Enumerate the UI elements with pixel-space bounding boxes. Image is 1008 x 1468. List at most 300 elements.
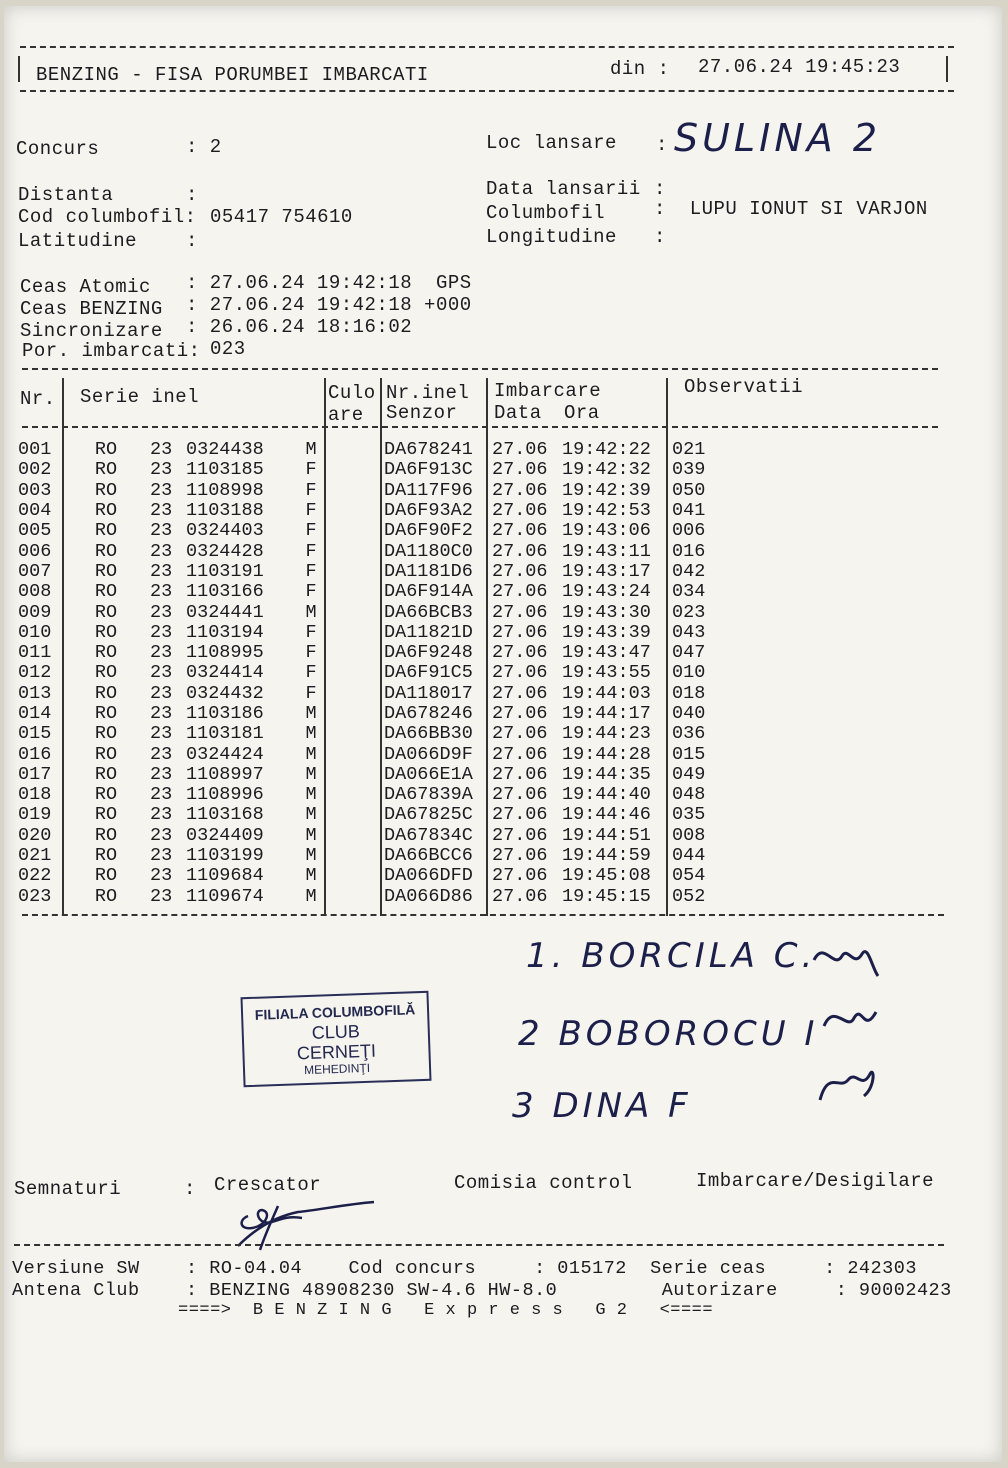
cell-senzor: DA6F914A <box>384 581 473 603</box>
longitudine-label: Longitudine <box>486 226 617 248</box>
imbarcare-desigilare-label: Imbarcare/Desigilare <box>696 1170 935 1192</box>
cell-sex: M <box>305 763 317 785</box>
cell-an: 23 <box>150 601 173 623</box>
cell-sex: M <box>305 784 317 806</box>
cell-data: 27.06 <box>492 743 548 765</box>
cell-sex: M <box>305 439 317 461</box>
cell-nr: 007 <box>18 560 52 582</box>
cell-sex: F <box>305 520 317 542</box>
cell-culoare <box>324 481 384 501</box>
cell-ora: 19:43:47 <box>562 642 651 664</box>
cell-ora: 19:42:39 <box>562 479 651 501</box>
header-right-edge <box>946 56 948 82</box>
cell-obs: 008 <box>672 824 706 846</box>
cell-culoare <box>324 704 384 724</box>
cell-senzor: DA11821D <box>384 621 473 643</box>
footer-line-3: ====> B E N Z I N G E x p r e s s G 2 <==== <box>178 1301 714 1320</box>
handwritten-line-1: 1. BORCILA C. <box>526 936 817 976</box>
cell-senzor: DA1180C0 <box>384 540 473 562</box>
cell-obs: 054 <box>672 865 706 887</box>
ceas-benzing-value: : 27.06.24 19:42:18 +000 <box>186 294 472 316</box>
cell-an: 23 <box>150 763 173 785</box>
cell-an: 23 <box>150 662 173 684</box>
cell-culoare <box>324 460 384 480</box>
cell-ora: 19:43:30 <box>562 601 651 623</box>
cell-tara: RO <box>94 479 118 501</box>
cell-nr: 013 <box>18 682 52 704</box>
cell-sex: M <box>305 824 317 846</box>
table-row <box>18 684 732 704</box>
table-row <box>18 744 732 764</box>
cell-ora: 19:44:46 <box>562 804 651 826</box>
cell-tara: RO <box>94 784 118 806</box>
cell-culoare <box>324 785 384 805</box>
cell-senzor: DA6F90F2 <box>384 520 473 542</box>
cell-ora: 19:43:55 <box>562 662 651 684</box>
cell-obs: 006 <box>672 520 706 542</box>
cell-sex: F <box>305 560 317 582</box>
cell-ora: 19:43:24 <box>562 581 651 603</box>
cell-inel: 0324441 <box>186 601 264 623</box>
cell-senzor: DA67834C <box>384 824 473 846</box>
cell-culoare <box>324 744 384 764</box>
cell-tara: RO <box>94 500 118 522</box>
cell-nr: 022 <box>18 865 52 887</box>
distanta-label: Distanta <box>18 184 114 206</box>
cell-inel: 1103186 <box>186 703 264 724</box>
cell-ora: 19:44:59 <box>562 845 651 867</box>
cell-an: 23 <box>150 723 173 745</box>
cod-columbofil-value: 05417 754610 <box>210 206 353 228</box>
cell-an: 23 <box>150 621 173 643</box>
concurs-value: : 2 <box>186 136 222 158</box>
cell-tara: RO <box>94 885 118 907</box>
stamp-line-1: FILIALA COLUMBOFILĂ <box>254 1001 416 1023</box>
cell-nr: 023 <box>18 885 52 907</box>
cell-obs: 010 <box>672 662 706 684</box>
cell-inel: 1103166 <box>186 581 264 603</box>
columbofil-label: Columbofil <box>486 202 606 224</box>
cell-culoare <box>324 684 384 704</box>
cell-inel: 1108997 <box>186 763 264 785</box>
col-header-culoare-2: are <box>328 404 364 426</box>
cell-senzor: DA678246 <box>384 703 473 724</box>
loc-lansare-sep: : <box>656 134 668 156</box>
receipt-paper <box>4 6 1002 1462</box>
cell-obs: 035 <box>672 804 706 826</box>
semnaturi-label: Semnaturi <box>14 1178 122 1200</box>
cell-sex: M <box>305 601 317 623</box>
cell-nr: 021 <box>18 845 52 867</box>
table-row <box>18 481 732 501</box>
ceas-atomic-label: Ceas Atomic <box>20 276 151 298</box>
cell-nr: 014 <box>18 703 52 724</box>
table-row <box>18 521 732 541</box>
cell-tara: RO <box>94 723 118 745</box>
cell-inel: 1108998 <box>186 479 264 501</box>
cell-tara: RO <box>94 743 118 765</box>
cell-an: 23 <box>150 703 173 724</box>
cell-inel: 1108996 <box>186 784 264 806</box>
cell-sex: M <box>305 703 317 724</box>
cell-senzor: DA066DFD <box>384 865 473 887</box>
cell-culoare <box>324 826 384 846</box>
col-header-serie-inel: Serie inel <box>80 386 200 408</box>
cell-sex: F <box>305 581 317 603</box>
sincronizare-label: Sincronizare <box>20 320 163 342</box>
table-top-rule <box>22 368 938 370</box>
footer-line-1: Versiune SW : RO-04.04 Cod concurs : 015172 Serie ceas : 242303 <box>12 1258 917 1279</box>
cell-inel: 1108995 <box>186 642 264 664</box>
cell-culoare <box>324 846 384 866</box>
cell-an: 23 <box>150 642 173 664</box>
cell-sex: F <box>305 459 317 481</box>
cell-an: 23 <box>150 682 173 704</box>
table-row <box>18 785 732 805</box>
cell-tara: RO <box>94 540 118 562</box>
table-bottom-rule <box>22 914 944 916</box>
cell-data: 27.06 <box>492 520 548 542</box>
cell-obs: 049 <box>672 763 706 785</box>
cell-nr: 005 <box>18 520 52 542</box>
cell-data: 27.06 <box>492 784 548 806</box>
cell-an: 23 <box>150 560 173 582</box>
stamp-line-3: CERNEŢI <box>296 1040 377 1064</box>
cell-nr: 012 <box>18 662 52 684</box>
cell-nr: 015 <box>18 723 52 745</box>
cell-tara: RO <box>94 581 118 603</box>
table-row <box>18 602 732 622</box>
cell-tara: RO <box>94 601 118 623</box>
table-row <box>18 846 732 866</box>
header-top-rule <box>20 46 954 48</box>
cell-nr: 009 <box>18 601 52 623</box>
sincronizare-value: : 26.06.24 18:16:02 <box>186 316 413 338</box>
cell-ora: 19:44:51 <box>562 824 651 846</box>
col-header-data: Data <box>494 402 542 424</box>
cell-obs: 041 <box>672 500 706 522</box>
semnaturi-sep: : <box>184 1178 196 1200</box>
cell-nr: 002 <box>18 459 52 481</box>
cell-culoare <box>324 501 384 521</box>
cell-inel: 0324414 <box>186 662 264 684</box>
cell-senzor: DA6F913C <box>384 459 473 481</box>
cell-ora: 19:43:11 <box>562 540 651 562</box>
cell-an: 23 <box>150 500 173 522</box>
table-row <box>18 826 732 846</box>
cell-inel: 0324438 <box>186 439 264 461</box>
table-header-rule <box>22 426 938 428</box>
cell-ora: 19:42:53 <box>562 500 651 522</box>
porumbei-imbarcati-value: 023 <box>210 338 246 360</box>
cell-data: 27.06 <box>492 885 548 907</box>
cell-an: 23 <box>150 743 173 765</box>
cell-data: 27.06 <box>492 763 548 785</box>
cell-sex: F <box>305 621 317 643</box>
col-header-nr-inel: Nr.inel <box>386 382 470 404</box>
cell-data: 27.06 <box>492 459 548 481</box>
concurs-label: Concurs <box>16 138 100 160</box>
cell-sex: M <box>305 865 317 887</box>
cod-columbofil-label: Cod columbofil: <box>18 206 197 228</box>
cell-inel: 0324409 <box>186 824 264 846</box>
distanta-value: : <box>186 184 198 206</box>
cell-obs: 044 <box>672 845 706 867</box>
cell-nr: 017 <box>18 763 52 785</box>
stamp-line-2: CLUB <box>311 1021 361 1043</box>
cell-obs: 016 <box>672 540 706 562</box>
cell-ora: 19:43:39 <box>562 621 651 643</box>
cell-ora: 19:44:03 <box>562 682 651 704</box>
cell-tara: RO <box>94 621 118 643</box>
cell-data: 27.06 <box>492 601 548 623</box>
cell-data: 27.06 <box>492 865 548 887</box>
cell-obs: 048 <box>672 784 706 806</box>
cell-senzor: DA118017 <box>384 682 473 704</box>
cell-senzor: DA6F93A2 <box>384 500 473 522</box>
cell-senzor: DA066D86 <box>384 885 473 907</box>
cell-tara: RO <box>94 662 118 684</box>
pigeon-table <box>18 440 732 907</box>
cell-data: 27.06 <box>492 682 548 704</box>
table-row <box>18 623 732 643</box>
cell-tara: RO <box>94 824 118 846</box>
cell-ora: 19:44:35 <box>562 763 651 785</box>
table-row <box>18 582 732 602</box>
cell-obs: 043 <box>672 621 706 643</box>
cell-inel: 0324403 <box>186 520 264 542</box>
club-stamp <box>240 991 431 1088</box>
cell-sex: M <box>305 804 317 826</box>
cell-inel: 1109684 <box>186 865 264 887</box>
cell-senzor: DA66BCB3 <box>384 601 473 623</box>
cell-culoare <box>324 623 384 643</box>
cell-sex: F <box>305 662 317 684</box>
cell-sex: F <box>305 479 317 501</box>
cell-obs: 034 <box>672 581 706 603</box>
cell-culoare <box>324 663 384 683</box>
cell-data: 27.06 <box>492 662 548 684</box>
cell-data: 27.06 <box>492 804 548 826</box>
cell-an: 23 <box>150 804 173 826</box>
cell-ora: 19:44:23 <box>562 723 651 745</box>
cell-obs: 052 <box>672 885 706 907</box>
cell-data: 27.06 <box>492 540 548 562</box>
cell-nr: 010 <box>18 621 52 643</box>
cell-inel: 0324424 <box>186 743 264 765</box>
cell-culoare <box>324 643 384 663</box>
cell-culoare <box>324 440 384 460</box>
table-row <box>18 805 732 825</box>
cell-sex: M <box>305 723 317 745</box>
cell-sex: F <box>305 500 317 522</box>
cell-an: 23 <box>150 520 173 542</box>
cell-ora: 19:44:28 <box>562 743 651 765</box>
cell-culoare <box>324 541 384 561</box>
cell-culoare <box>324 887 384 907</box>
table-row <box>18 663 732 683</box>
cell-data: 27.06 <box>492 581 548 603</box>
cell-nr: 001 <box>18 439 52 461</box>
cell-nr: 016 <box>18 743 52 765</box>
data-lansarii-label: Data lansarii <box>486 178 641 200</box>
cell-culoare <box>324 562 384 582</box>
cell-sex: M <box>305 743 317 765</box>
cell-obs: 039 <box>672 459 706 481</box>
cell-data: 27.06 <box>492 703 548 724</box>
cell-senzor: DA066E1A <box>384 763 473 785</box>
cell-an: 23 <box>150 479 173 501</box>
cell-culoare <box>324 765 384 785</box>
cell-ora: 19:45:08 <box>562 865 651 887</box>
columbofil-value: : LUPU IONUT SI VARJON <box>654 198 928 220</box>
cell-obs: 047 <box>672 642 706 664</box>
cell-data: 27.06 <box>492 500 548 522</box>
latitudine-value: : <box>186 230 198 252</box>
cell-inel: 1103188 <box>186 500 264 522</box>
table-row <box>18 704 732 724</box>
cell-senzor: DA1181D6 <box>384 560 473 582</box>
cell-nr: 004 <box>18 500 52 522</box>
cell-an: 23 <box>150 784 173 806</box>
cell-culoare <box>324 805 384 825</box>
cell-data: 27.06 <box>492 824 548 846</box>
document-title: BENZING - FISA PORUMBEI IMBARCATI <box>36 64 429 86</box>
cell-nr: 006 <box>18 540 52 562</box>
cell-senzor: DA66BB30 <box>384 723 473 745</box>
table-row <box>18 866 732 886</box>
table-row <box>18 541 732 561</box>
loc-lansare-label: Loc lansare <box>486 132 617 154</box>
cell-tara: RO <box>94 845 118 867</box>
cell-data: 27.06 <box>492 621 548 643</box>
cell-obs: 042 <box>672 560 706 582</box>
cell-tara: RO <box>94 439 118 461</box>
cell-an: 23 <box>150 865 173 887</box>
cell-inel: 1103191 <box>186 560 264 582</box>
cell-ora: 19:42:22 <box>562 439 651 461</box>
stamp-line-4: MEHEDINŢI <box>303 1060 371 1078</box>
loc-lansare-handwritten: SULINA 2 <box>674 116 881 160</box>
cell-senzor: DA67839A <box>384 784 473 806</box>
din-value: 27.06.24 19:45:23 <box>698 56 901 78</box>
cell-data: 27.06 <box>492 479 548 501</box>
cell-obs: 050 <box>672 479 706 501</box>
cell-data: 27.06 <box>492 642 548 664</box>
cell-obs: 040 <box>672 703 706 724</box>
handwritten-line-3: 3 DINA F <box>512 1086 692 1126</box>
cell-tara: RO <box>94 703 118 724</box>
table-row <box>18 765 732 785</box>
col-header-imbarcare: Imbarcare <box>494 380 602 402</box>
latitudine-label: Latitudine <box>18 230 138 252</box>
cell-tara: RO <box>94 865 118 887</box>
cell-senzor: DA66BCC6 <box>384 845 473 867</box>
table-row <box>18 562 732 582</box>
cell-an: 23 <box>150 845 173 867</box>
col-header-senzor: Senzor <box>386 402 458 424</box>
cell-culoare <box>324 521 384 541</box>
cell-culoare <box>324 724 384 744</box>
cell-obs: 036 <box>672 723 706 745</box>
cell-tara: RO <box>94 763 118 785</box>
cell-senzor: DA678241 <box>384 439 473 461</box>
cell-ora: 19:44:40 <box>562 784 651 806</box>
cell-data: 27.06 <box>492 723 548 745</box>
porumbei-imbarcati-label: Por. imbarcati: <box>22 340 201 362</box>
footer-line-2: Antena Club : BENZING 48908230 SW-4.6 HW-8.0 Autorizare : 90002423 <box>12 1280 952 1301</box>
cell-senzor: DA117F96 <box>384 479 473 501</box>
table-row <box>18 440 732 460</box>
cell-ora: 19:43:06 <box>562 520 651 542</box>
cell-inel: 1103168 <box>186 804 264 826</box>
cell-tara: RO <box>94 682 118 704</box>
cell-nr: 019 <box>18 804 52 826</box>
cell-senzor: DA066D9F <box>384 743 473 765</box>
cell-ora: 19:42:32 <box>562 459 651 481</box>
cell-an: 23 <box>150 581 173 603</box>
cell-data: 27.06 <box>492 439 548 461</box>
cell-nr: 008 <box>18 581 52 603</box>
cell-an: 23 <box>150 459 173 481</box>
col-header-observatii: Observatii <box>684 376 804 398</box>
ceas-atomic-value: : 27.06.24 19:42:18 GPS <box>186 272 472 294</box>
din-label: din : <box>610 58 670 80</box>
cell-inel: 1109674 <box>186 885 264 907</box>
table-row <box>18 460 732 480</box>
cell-inel: 0324428 <box>186 540 264 562</box>
cell-data: 27.06 <box>492 845 548 867</box>
handwritten-line-2: 2 BOBOROCU I <box>518 1014 819 1054</box>
cell-inel: 1103194 <box>186 621 264 643</box>
cell-senzor: DA67825C <box>384 804 473 826</box>
data-lansarii-value: : <box>654 178 666 200</box>
cell-sex: M <box>305 885 317 907</box>
crescator-signature <box>218 1196 378 1256</box>
cell-an: 23 <box>150 885 173 907</box>
cell-sex: F <box>305 682 317 704</box>
cell-nr: 003 <box>18 479 52 501</box>
cell-obs: 018 <box>672 682 706 704</box>
cell-ora: 19:43:17 <box>562 560 651 582</box>
cell-tara: RO <box>94 520 118 542</box>
cell-tara: RO <box>94 642 118 664</box>
cell-ora: 19:45:15 <box>562 885 651 907</box>
header-bottom-rule <box>20 90 954 92</box>
cell-senzor: DA6F91C5 <box>384 662 473 684</box>
cell-tara: RO <box>94 804 118 826</box>
handwritten-initials <box>804 930 924 1110</box>
col-header-ora: Ora <box>564 402 600 424</box>
table-row <box>18 501 732 521</box>
footer-rule <box>14 1244 944 1246</box>
table-row <box>18 724 732 744</box>
ceas-benzing-label: Ceas BENZING <box>20 298 163 320</box>
cell-inel: 1103185 <box>186 459 264 481</box>
cell-tara: RO <box>94 459 118 481</box>
col-header-nr: Nr. <box>20 388 56 410</box>
cell-tara: RO <box>94 560 118 582</box>
cell-obs: 021 <box>672 439 706 461</box>
cell-sex: F <box>305 642 317 664</box>
col-header-culoare: Culo <box>328 382 376 404</box>
cell-culoare <box>324 602 384 622</box>
cell-an: 23 <box>150 824 173 846</box>
table-row <box>18 643 732 663</box>
cell-senzor: DA6F9248 <box>384 642 473 664</box>
header-left-edge <box>18 56 20 82</box>
cell-ora: 19:44:17 <box>562 703 651 724</box>
